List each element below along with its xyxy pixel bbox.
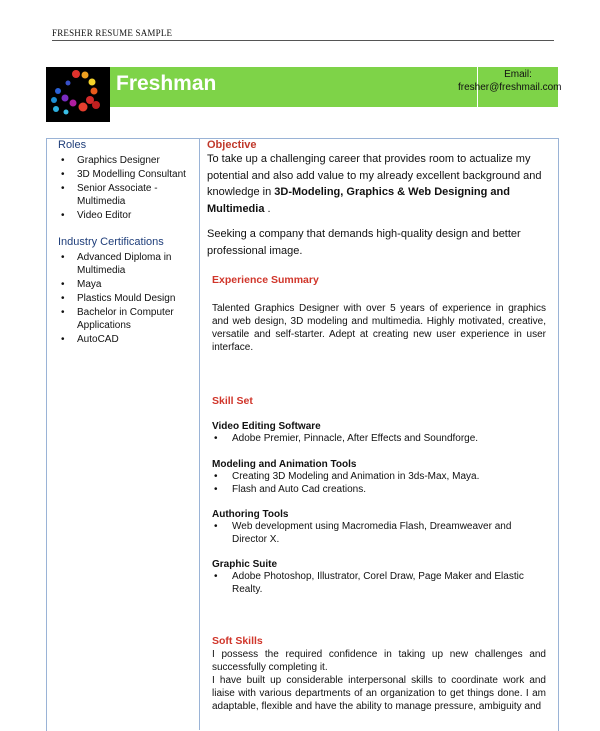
skill-item: • Adobe Premier, Pinnacle, After Effects and Soundforge.: [212, 432, 546, 445]
skill-group-list: [212, 520, 546, 546]
certifications-list: [58, 251, 198, 346]
objective-section: [207, 139, 548, 259]
soft-skills-text-2: I have built up considerable interpersonal skills to coordinate work and liaise with various departments of an organization to get things done. I am adaptable, flexible and have the ability to manage pressure, ambiguity and: [212, 675, 546, 712]
roles-heading: Roles: [58, 139, 87, 151]
resume-header: [46, 67, 562, 122]
role-item: • 3D Modelling Consultant: [58, 168, 198, 181]
skill-group-list: [212, 470, 546, 496]
experience-section: [212, 274, 546, 354]
role-item: • Graphics Designer: [58, 154, 198, 167]
role-item: • Senior Associate - Multimedia: [58, 182, 198, 208]
skills-section: [212, 395, 546, 596]
email-address[interactable]: fresher@freshmail.com: [458, 82, 562, 93]
experience-heading: Experience Summary: [212, 274, 319, 286]
experience-text: Talented Graphics Designer with over 5 years of experience in graphics and web design, 3D modeling and multimedia. Highly motivated, creative, versatile and self-starter. Adept at creating new user experience in user interface.: [212, 303, 546, 353]
cert-item: • Bachelor in Computer Applications: [58, 306, 198, 332]
skill-group-list: [212, 432, 546, 445]
skill-item: • Creating 3D Modeling and Animation in 3ds-Max, Maya.: [212, 470, 546, 483]
objective-text: [207, 151, 548, 217]
roles-list: [58, 154, 198, 222]
role-item: • Video Editor: [58, 209, 198, 222]
roles-section: [58, 139, 198, 223]
skills-heading: Skill Set: [212, 395, 253, 407]
logo-dots-icon: [46, 67, 110, 122]
column-divider: [199, 138, 200, 730]
objective-text-end: .: [264, 202, 271, 215]
cert-item: • Plastics Mould Design: [58, 292, 198, 305]
seeking-text: Seeking a company that demands high-quality design and better professional image.: [207, 228, 521, 257]
candidate-name: Freshman: [116, 72, 217, 95]
skill-group-title: Graphic Suite: [212, 559, 278, 570]
soft-skills-text-1: I possess the required confidence in taking up new challenges and successfully completing it.: [212, 649, 546, 673]
objective-text-bold: 3D-Modeling, Graphics & Web Designing and Multimedia: [207, 186, 510, 215]
skill-group-title: Authoring Tools: [212, 509, 289, 520]
soft-skills-heading: Soft Skills: [212, 635, 263, 647]
email-label: Email:: [504, 69, 532, 80]
objective-heading: Objective: [207, 139, 257, 151]
email-box: [458, 67, 562, 107]
cert-item: • AutoCAD: [58, 333, 198, 346]
objective-text-part: To take up a challenging career that provides room to actualize my potential and also add value to my already excellent background and knowledge in: [207, 153, 542, 198]
document-label: FRESHER RESUME SAMPLE: [52, 28, 173, 38]
certifications-heading: Industry Certifications: [58, 236, 164, 248]
skill-item: • Web development using Macromedia Flash, Dreamweaver and Director X.: [212, 520, 546, 546]
skill-group-list: [212, 570, 546, 596]
skill-item: • Adobe Photoshop, Illustrator, Corel Draw, Page Maker and Elastic Realty.: [212, 570, 546, 596]
soft-skills-section: [212, 635, 546, 713]
skill-group-title: Video Editing Software: [212, 421, 321, 432]
skill-group-title: Modeling and Animation Tools: [212, 459, 357, 470]
certifications-section: [58, 236, 198, 347]
cert-item: • Advanced Diploma in Multimedia: [58, 251, 198, 277]
skill-item: • Flash and Auto Cad creations.: [212, 483, 546, 496]
top-rule: [52, 40, 554, 41]
name-banner: [110, 67, 477, 107]
cert-item: • Maya: [58, 278, 198, 291]
